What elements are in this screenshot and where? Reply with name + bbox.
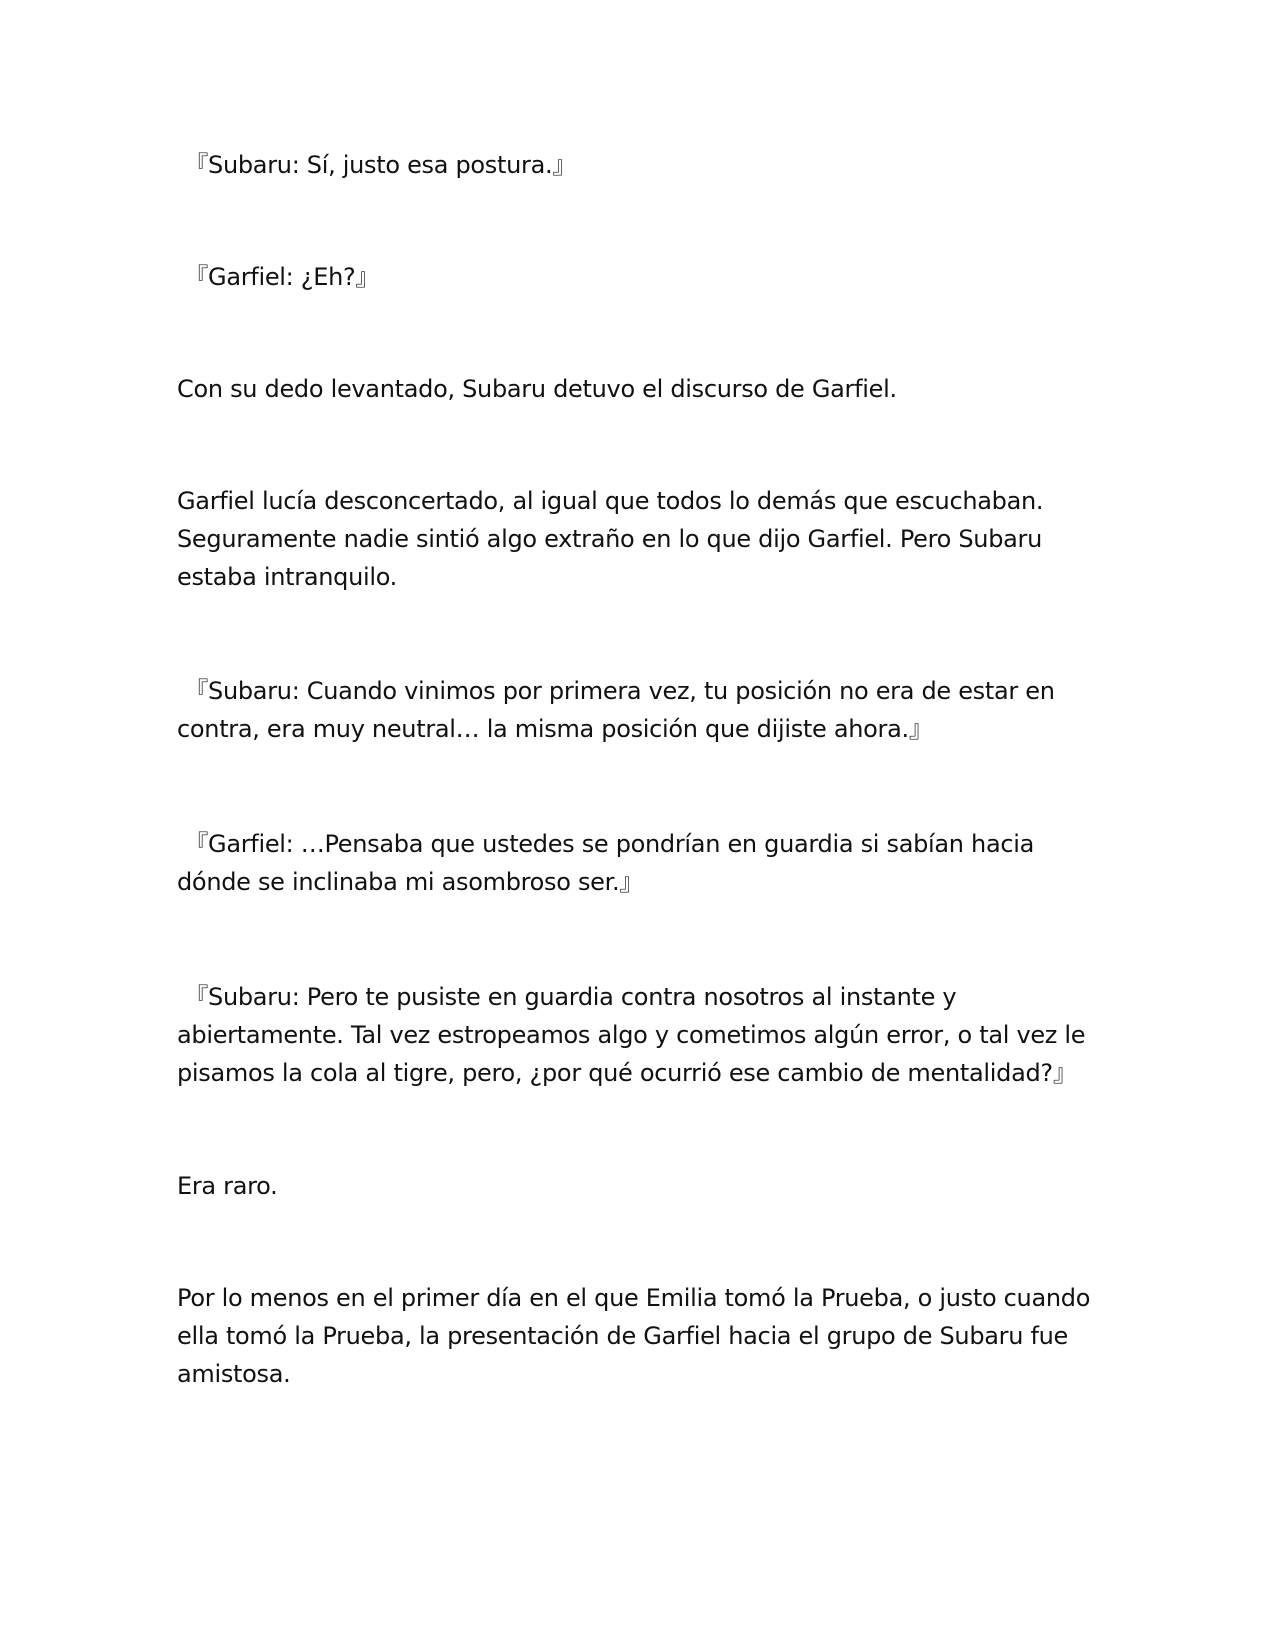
narration-garfiel-confused: Garfiel lucía desconcertado, al igual que todos lo demás que escuchaban. Seguramente nadie sintió algo extraño en lo que dijo Garfiel. Pero Subaru estaba intranquilo. xyxy=(177,487,1044,591)
narration-strange: Era raro. xyxy=(177,1172,278,1200)
dialogue-subaru-posture: 『Subaru: Sí, justo esa postura.』 xyxy=(177,151,577,179)
dialogue-garfiel-eh: 『Garfiel: ¿Eh?』 xyxy=(177,263,380,291)
dialogue-subaru-change: 『Subaru: Pero te pusiste en guardia contra nosotros al instante y abiertamente. Tal vez estropeamos algo y cometimos algún error, o tal vez le pisamos la cola al tigre, pero, ¿por qué ocurrió ese cambio de mentalidad?』 xyxy=(177,983,1086,1087)
dialogue-garfiel-guard: 『Garfiel: …Pensaba que ustedes se pondrían en guardia si sabían hacia dónde se inclinaba mi asombroso ser.』 xyxy=(177,830,1035,896)
dialogue-subaru-neutral: 『Subaru: Cuando vinimos por primera vez, tu posición no era de estar en contra, era muy neutral… la misma posición que dijiste ahora.』 xyxy=(177,677,1055,743)
narration-raised-finger: Con su dedo levantado, Subaru detuvo el discurso de Garfiel. xyxy=(177,375,897,403)
narration-first-day: Por lo menos en el primer día en el que Emilia tomó la Prueba, o justo cuando ella tomó la Prueba, la presentación de Garfiel hacia el grupo de Subaru fue amistosa. xyxy=(177,1284,1091,1388)
